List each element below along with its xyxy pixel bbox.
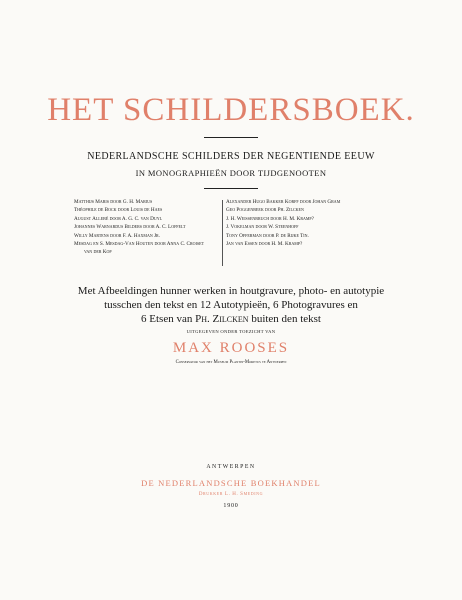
contributor-entry: Mesdag en S. Mesdag-Van Houten door Anna C. Croiset: [74, 241, 205, 248]
description-line-3-pre: 6 Etsen van: [141, 313, 196, 325]
subtitle-rule: [204, 188, 258, 189]
contributor-entry: Alexander Hugo Bakker Korff door Johan Gram: [226, 199, 341, 205]
contributor-entry: J. H. Weissenbruch door H. M. Kramp?: [226, 215, 314, 222]
publisher-name: DE NEDERLANDSCHE BOEKHANDEL: [141, 478, 321, 488]
contributor-entry: August Allebé door A. G. C. van Duyl: [74, 215, 163, 222]
contributor-entry: Willy Martens door F. A. Haxman Jr.: [74, 232, 161, 239]
contributor-entry: Tony Offerman door P. de Rijke Tin.: [226, 232, 309, 239]
contributor-entry: Jan van Essen door H. M. Kramp?: [226, 241, 303, 248]
contributor-entry: Théophile de Bock door Louis de Haes: [74, 207, 163, 214]
subtitle-line-1: NEDERLANDSCHE SCHILDERS DER NEGENTIENDE EEUW: [87, 151, 375, 162]
description-line-3: [50, 312, 412, 326]
editor-name: MAX ROOSES: [172, 340, 290, 356]
illustrations-description: [50, 284, 412, 326]
description-line-1: Met Afbeeldingen hunner werken in houtgravure, photo- en autotypie: [77, 285, 385, 297]
title-rule: [204, 137, 258, 138]
printer-name: Drukker L. H. Smeding: [198, 492, 264, 497]
contributor-entry: van der Kop: [84, 249, 112, 256]
contributors-left-column: [74, 198, 222, 257]
contributors-list: [74, 198, 394, 272]
contributor-entry: Geo Poggenbeek door Ph. Zilcken: [226, 207, 304, 214]
book-title: HET SCHILDERSBOEK.: [47, 92, 415, 128]
publication-year: 1900: [223, 503, 239, 509]
subtitle-line-2: IN MONOGRAPHIEËN DOOR TIJDGENOOTEN: [135, 168, 327, 178]
etcher-name: Ph. Zilcken: [195, 313, 249, 325]
contributor-entry: J. Vokelman door W. Steenhoff: [226, 224, 299, 231]
description-line-3-post: buiten den tekst: [248, 313, 321, 325]
contributors-right-column: [226, 198, 398, 248]
contributor-entry: Johannes Warnardus Bilders door A. C. Loffelt: [74, 224, 186, 231]
editor-role: Conservator van het Museum Plantin-Moretus te Antwerpen: [175, 360, 287, 365]
publication-city: ANTWERPEN: [206, 464, 256, 470]
description-line-2: tusschen den tekst en 12 Autotypieën, 6 Photogravures en: [104, 299, 358, 311]
contributor-entry: Matthijs Maris door G. H. Marius: [74, 199, 153, 205]
supervision-note: UITGEGEVEN ONDER TOEZICHT VAN: [186, 329, 276, 334]
column-divider: [222, 200, 223, 266]
